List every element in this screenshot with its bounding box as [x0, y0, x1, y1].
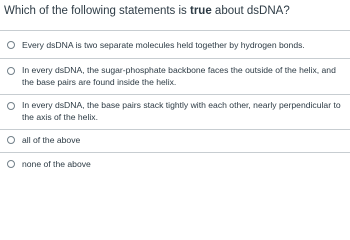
answer-option-label: In every dsDNA, the sugar-phosphate backbone faces the outside of the helix, and the base pairs are found inside the helix. — [22, 65, 336, 87]
radio-button-icon[interactable] — [7, 160, 15, 168]
question-prefix: Which of the following statements is — [4, 5, 190, 17]
radio-button-icon[interactable] — [7, 102, 15, 110]
question-suffix: about dsDNA? — [211, 5, 290, 17]
radio-button-icon[interactable] — [7, 67, 15, 75]
answer-option-label: all of the above — [22, 135, 81, 145]
radio-button-icon[interactable] — [7, 136, 15, 144]
divider — [0, 152, 350, 153]
answer-option-4[interactable] — [0, 132, 350, 150]
divider — [0, 129, 350, 130]
answer-option-label: In every dsDNA, the base pairs stack tightly with each other, nearly perpendicular to the axis of the helix. — [22, 100, 341, 122]
radio-button-icon[interactable] — [7, 41, 15, 49]
divider — [0, 94, 350, 95]
answer-option-3[interactable] — [0, 97, 350, 127]
answer-option-label: Every dsDNA is two separate molecules held together by hydrogen bonds. — [22, 40, 305, 50]
answer-option-5[interactable] — [0, 156, 350, 174]
question-emphasis: true — [190, 5, 212, 17]
divider — [0, 58, 350, 59]
answer-option-2[interactable] — [0, 62, 350, 92]
answer-option-1[interactable] — [0, 36, 350, 54]
answer-option-label: none of the above — [22, 159, 91, 169]
divider — [0, 30, 350, 31]
question-text — [4, 4, 346, 18]
